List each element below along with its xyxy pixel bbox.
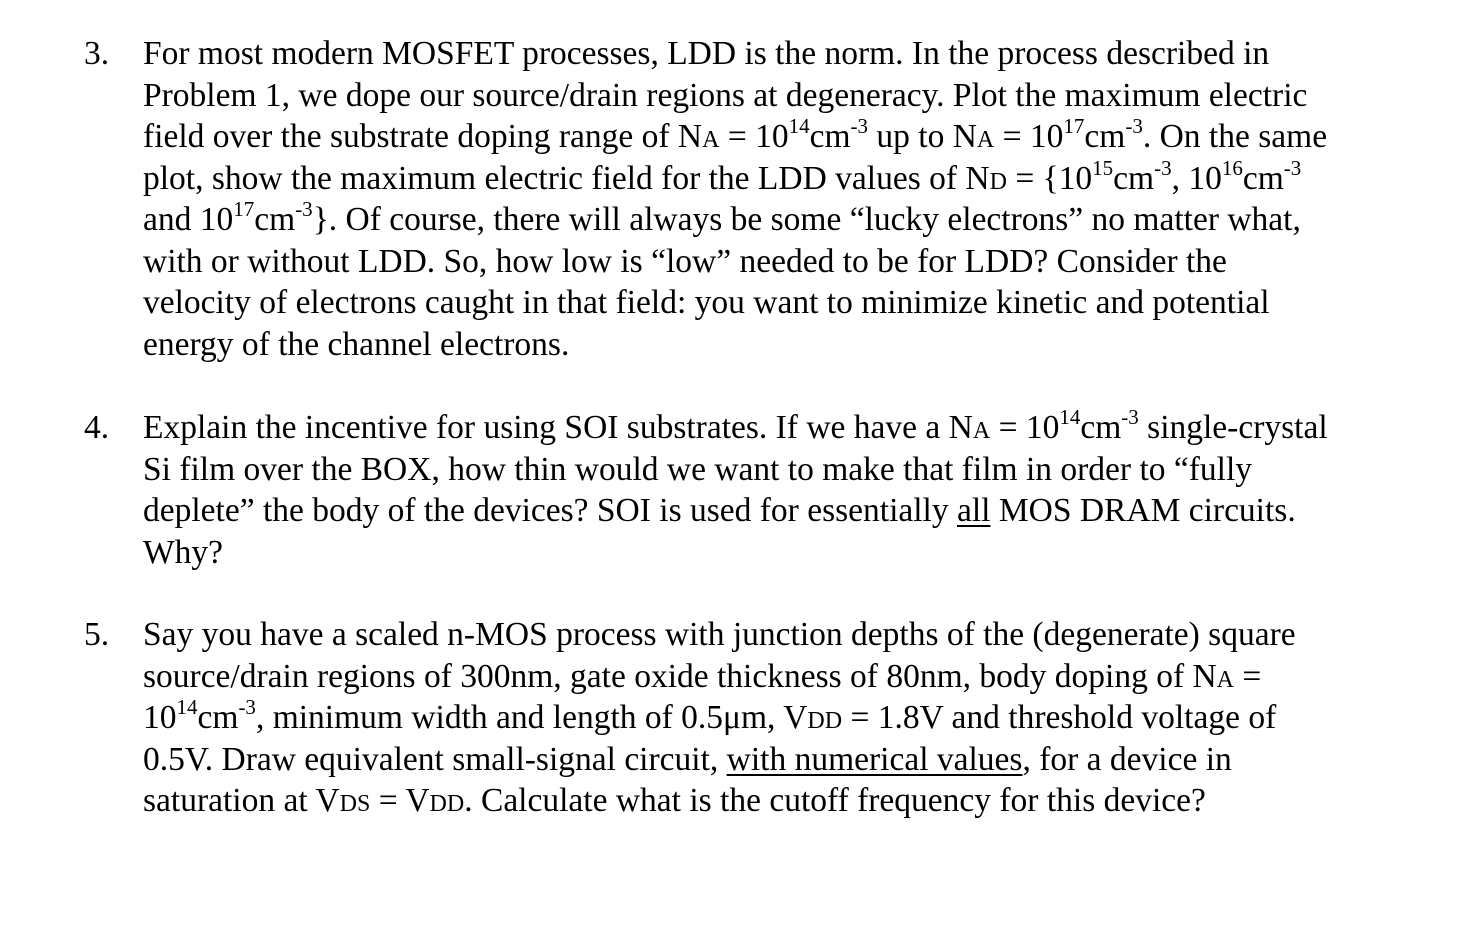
subscript: D bbox=[989, 168, 1007, 195]
superscript: -3 bbox=[238, 695, 256, 719]
subscript: A bbox=[976, 127, 995, 153]
underlined-text: with numerical values bbox=[726, 740, 1023, 778]
text-run: = bbox=[1234, 657, 1262, 695]
text-run: = 1.8V and threshold voltage of bbox=[842, 699, 1277, 736]
text-run: . On the same bbox=[1142, 118, 1328, 155]
text-run: MOS DRAM circuits. bbox=[990, 492, 1296, 529]
text-run: Say you have a scaled n-MOS process with junction depths of the (degenerate) square bbox=[143, 616, 1296, 653]
superscript: -3 bbox=[1154, 155, 1172, 180]
text-run: source/drain regions of 300nm, gate oxide thickness of 80nm, body doping of N bbox=[143, 657, 1217, 695]
text-run: , for a device in bbox=[1022, 740, 1232, 778]
text-run: cm bbox=[809, 118, 851, 155]
problem-number: 4. bbox=[84, 409, 110, 446]
text-line bbox=[143, 241, 1433, 283]
text-run: 0.5V. Draw equivalent small-signal circuit, bbox=[143, 740, 727, 778]
subscript: A bbox=[972, 418, 991, 444]
text-line bbox=[143, 33, 1433, 75]
problem-text bbox=[143, 407, 1433, 573]
subscript: DS bbox=[339, 791, 371, 817]
text-line bbox=[143, 697, 1433, 739]
text-run: plot, show the maximum electric field for the LDD values of N bbox=[143, 159, 990, 197]
text-line bbox=[143, 739, 1433, 781]
text-run: , 10 bbox=[1171, 159, 1222, 197]
subscript: DD bbox=[429, 791, 465, 817]
text-line bbox=[143, 490, 1433, 532]
text-run: , minimum width and length of 0.5μm, V bbox=[255, 699, 808, 736]
text-run: velocity of electrons caught in that field: you want to minimize kinetic and potential bbox=[143, 284, 1270, 321]
text-line bbox=[143, 282, 1433, 324]
text-run: cm bbox=[1242, 159, 1284, 197]
superscript: -3 bbox=[1121, 405, 1139, 429]
problem-number: 3. bbox=[84, 35, 110, 72]
text-run: deplete” the body of the devices? SOI is used for essentially bbox=[143, 492, 957, 529]
text-line bbox=[143, 614, 1433, 656]
superscript: 14 bbox=[788, 114, 810, 138]
text-run: }. Of course, there will always be some “lucky electrons” no matter what, bbox=[312, 201, 1301, 238]
text-line bbox=[143, 324, 1433, 366]
text-run: cm bbox=[254, 201, 296, 238]
text-line bbox=[143, 116, 1433, 158]
superscript: 17 bbox=[233, 197, 255, 221]
superscript: 14 bbox=[176, 695, 198, 719]
text-run: . Calculate what is the cutoff frequency for this device? bbox=[464, 782, 1206, 819]
text-run: = 10 bbox=[994, 118, 1064, 155]
superscript: 16 bbox=[1221, 155, 1243, 180]
text-run: field over the substrate doping range of N bbox=[143, 118, 703, 155]
text-run: cm bbox=[1084, 118, 1126, 155]
text-run: = 10 bbox=[990, 409, 1060, 446]
text-run: saturation at V bbox=[143, 782, 340, 819]
text-line bbox=[143, 155, 1433, 200]
text-run: cm bbox=[1080, 409, 1122, 446]
text-line bbox=[143, 780, 1433, 822]
text-run: Explain the incentive for using SOI substrates. If we have a N bbox=[143, 409, 973, 446]
text-run: For most modern MOSFET processes, LDD is the norm. In the process described in bbox=[143, 35, 1270, 72]
text-run: cm bbox=[1113, 159, 1155, 197]
problem-number: 5. bbox=[84, 616, 110, 653]
text-run: Why? bbox=[143, 533, 223, 571]
text-line bbox=[143, 532, 1433, 574]
superscript: -3 bbox=[1125, 114, 1143, 138]
superscript: -3 bbox=[295, 197, 313, 221]
text-run: and 10 bbox=[143, 201, 234, 238]
subscript: DD bbox=[807, 708, 843, 734]
text-line bbox=[143, 407, 1433, 449]
text-run: single-crystal bbox=[1138, 409, 1328, 446]
superscript: -3 bbox=[850, 114, 869, 138]
text-run: = {10 bbox=[1006, 159, 1093, 197]
text-run: = V bbox=[370, 782, 430, 819]
text-line bbox=[143, 75, 1433, 117]
text-run: 10 bbox=[143, 699, 177, 736]
text-run: Problem 1, we dope our source/drain regions at degeneracy. Plot the maximum electric bbox=[143, 76, 1308, 114]
text-run: cm bbox=[197, 699, 239, 736]
subscript: A bbox=[702, 127, 720, 153]
problem-text bbox=[143, 33, 1433, 365]
text-line bbox=[143, 656, 1433, 698]
underlined-text: all bbox=[957, 492, 991, 529]
superscript: 15 bbox=[1092, 155, 1114, 180]
superscript: 17 bbox=[1063, 114, 1085, 138]
text-run: = 10 bbox=[719, 118, 789, 155]
subscript: A bbox=[1216, 666, 1235, 693]
text-run: Si film over the BOX, how thin would we want to make that film in order to “fully bbox=[143, 450, 1253, 488]
text-run: with or without LDD. So, how low is “low” needed to be for LDD? Consider the bbox=[143, 242, 1227, 280]
text-line bbox=[143, 449, 1433, 491]
text-line bbox=[143, 199, 1433, 241]
superscript: 14 bbox=[1059, 405, 1081, 429]
text-run: up to N bbox=[868, 118, 977, 155]
text-run: energy of the channel electrons. bbox=[143, 325, 570, 363]
superscript: -3 bbox=[1283, 155, 1302, 180]
problem-text bbox=[143, 614, 1433, 822]
